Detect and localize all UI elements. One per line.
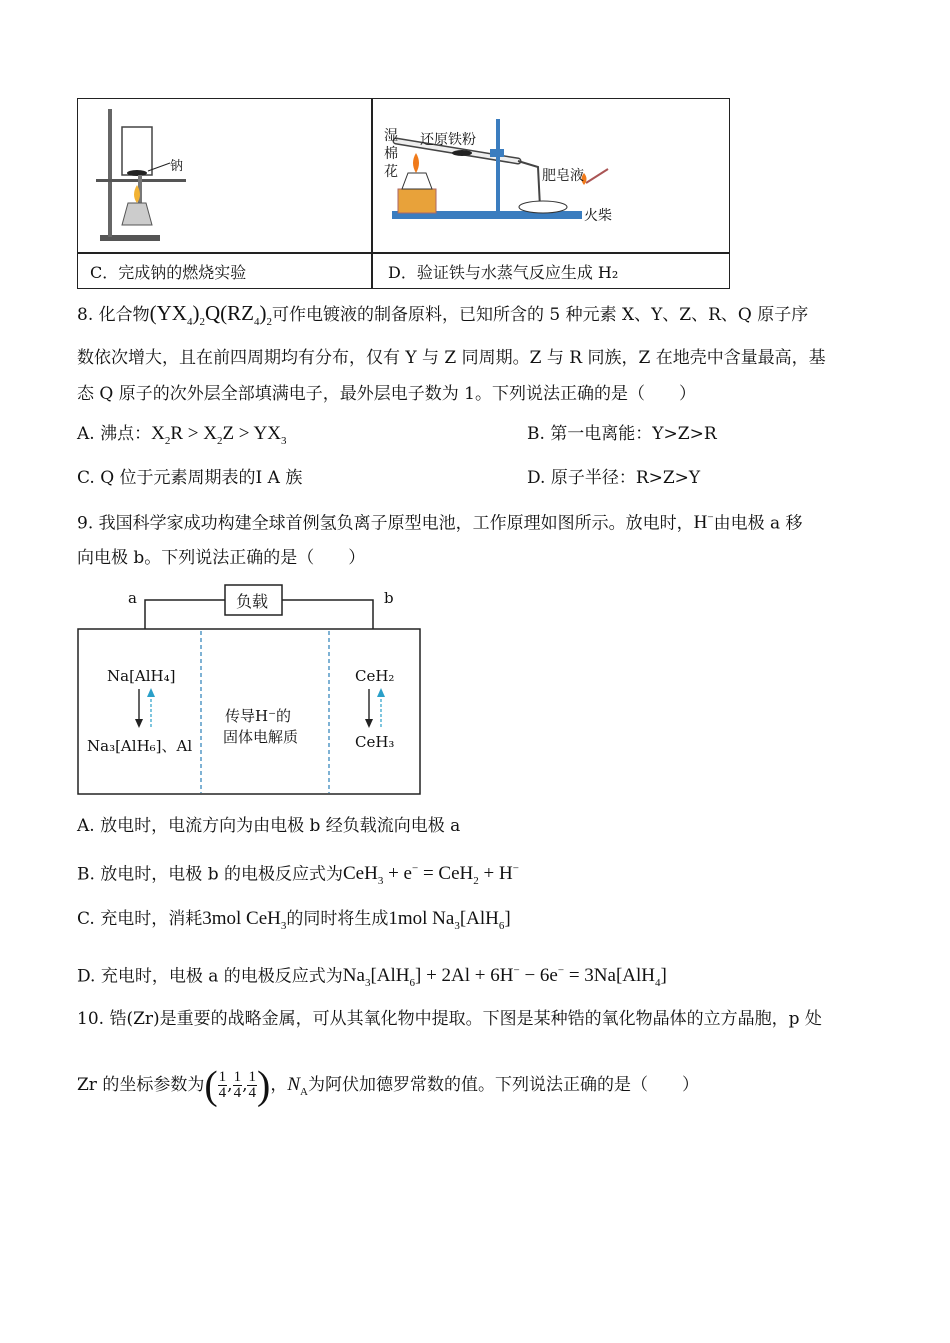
- q9-hydride-ion: H−: [693, 512, 714, 534]
- right-bottom-species: CeH₃: [355, 733, 395, 751]
- battery-diagram-lines: [77, 583, 422, 796]
- label-match: 火柴: [584, 208, 612, 224]
- q10-coordinate-z: $\frac{1}{4}$: [248, 1069, 256, 1101]
- q9-option-c-reactant: 3mol CeH$_3$: [202, 908, 287, 932]
- q9-option-b-prefix: B. 放电时，电极 b 的电极反应式为: [77, 864, 343, 885]
- q8-option-a-prefix: A. 沸点：: [77, 424, 152, 444]
- q10-coordinate-paren-right: ): [256, 1062, 271, 1108]
- label-wet-cotton-1: 湿: [384, 128, 398, 144]
- left-bottom-species: Na₃[AlH₆]、Al: [87, 737, 193, 755]
- caption-d: D．验证铁与水蒸气反应生成 H₂: [388, 263, 619, 282]
- q9-option-c[interactable]: [77, 906, 511, 939]
- table-column-divider: [371, 99, 373, 288]
- q10-avogadro-symbol: $N_A$: [287, 1074, 308, 1098]
- left-top-species: Na[AlH₄]: [107, 667, 176, 685]
- sodium-burning-apparatus-figure: [88, 103, 218, 249]
- table-row-divider: [78, 252, 729, 254]
- q9-stem-line-1: [77, 505, 803, 536]
- q10-stem-comma: ，: [270, 1075, 288, 1095]
- q8-option-d[interactable]: D. 原子半径：R>Z>Y: [527, 468, 701, 488]
- q9-option-c-product: 1mol $Na_3[AlH_6]$: [388, 908, 511, 932]
- q10-coordinate-y: $\frac{1}{4}$: [233, 1069, 242, 1101]
- q8-stem-prefix: 8. 化合物: [77, 305, 150, 325]
- q9-stem-tail: 由电极 a 移: [713, 513, 803, 534]
- q10-stem-line-1: 10. 锆(Zr)是重要的战略金属，可从其氧化物中提取。下图是某种锆的氧化物晶体的立方晶胞，p 处: [77, 1009, 822, 1029]
- q9-option-c-prefix: C. 充电时，消耗: [77, 909, 203, 929]
- q9-option-a[interactable]: A. 放电时，电流方向为由电极 b 经负载流向电极 a: [77, 816, 461, 836]
- caption-c: C．完成钠的燃烧实验: [90, 263, 247, 282]
- q8-stem-line-3: 态 Q 原子的次外层全部填满电子，最外层电子数为 1。下列说法正确的是（ ）: [77, 384, 696, 404]
- q8-option-b[interactable]: B. 第一电离能：Y>Z>R: [527, 424, 717, 444]
- q9-option-d[interactable]: [77, 958, 667, 996]
- q10-coordinate-paren-left: (: [204, 1062, 218, 1108]
- electrode-a-label: a: [128, 589, 137, 607]
- q10-stem-prefix: Zr 的坐标参数为: [77, 1075, 205, 1095]
- q8-option-a[interactable]: [77, 421, 287, 454]
- battery-diagram: [77, 583, 422, 796]
- q10-stem-line-2: Zr 的坐标参数为( $\frac{1}{4}$ , $\frac{1}{4}$ , $\frac{1}{4}$ )，$N_A$为阿伏加德罗常数的值。下列说法正确的是（ ）: [77, 1062, 699, 1108]
- q9-option-b[interactable]: [77, 856, 519, 894]
- q9-option-d-equation: $Na_3[AlH_6] + 2Al + 6H^- - 6e^- = 3Na[AlH_4]$: [342, 965, 667, 990]
- q8-stem-text: 可作电镀液的制备原料，已知所含的 5 种元素 X、Y、Z、R、Q 原子序: [271, 305, 809, 325]
- label-soap-solution: 肥皂液: [542, 168, 584, 184]
- q9-stem-text: 9. 我国科学家成功构建全球首例氢负离子原型电池，工作原理如图所示。放电时，: [77, 513, 694, 534]
- load-label: 负载: [236, 592, 269, 611]
- q8-formula: $(YX_4)_2Q(RZ_4)_2$: [149, 301, 272, 329]
- q9-option-c-mid: 的同时将生成: [286, 909, 389, 929]
- label-wet-cotton-3: 花: [384, 164, 398, 180]
- q8-stem-line-1: [77, 300, 808, 335]
- label-iron-powder: 还原铁粉: [420, 132, 476, 148]
- electrolyte-label-1: 传导H⁻的: [225, 707, 291, 725]
- right-top-species: CeH₂: [355, 667, 395, 685]
- q8-stem-line-2: 数依次增大，且在前四周期均有分布，仅有 Y 与 Z 同周期。Z 与 R 同族，Z 在地壳中含量最高，基: [77, 348, 826, 368]
- q8-option-c[interactable]: C. Q 位于元素周期表的Ⅰ A 族: [77, 468, 303, 488]
- q9-stem-line-2: 向电极 b。下列说法正确的是（ ）: [77, 548, 366, 568]
- label-wet-cotton-2: 棉: [384, 146, 398, 162]
- electrode-b-label: b: [384, 589, 394, 607]
- q8-option-a-formula: $X_2R > X_2Z > YX_3$: [151, 423, 287, 447]
- q10-coordinate-x: $\frac{1}{4}$: [218, 1069, 227, 1101]
- experiment-table: [77, 98, 730, 289]
- label-sodium: 钠: [170, 159, 184, 174]
- q10-stem-tail: 为阿伏加德罗常数的值。下列说法正确的是（ ）: [307, 1075, 699, 1095]
- electrolyte-label-2: 固体电解质: [223, 728, 299, 746]
- q9-option-b-equation: CeH$_3$ + e− = CeH$_2$ + H−: [343, 863, 519, 888]
- q9-option-d-prefix: D. 充电时，电极 a 的电极反应式为: [77, 966, 343, 987]
